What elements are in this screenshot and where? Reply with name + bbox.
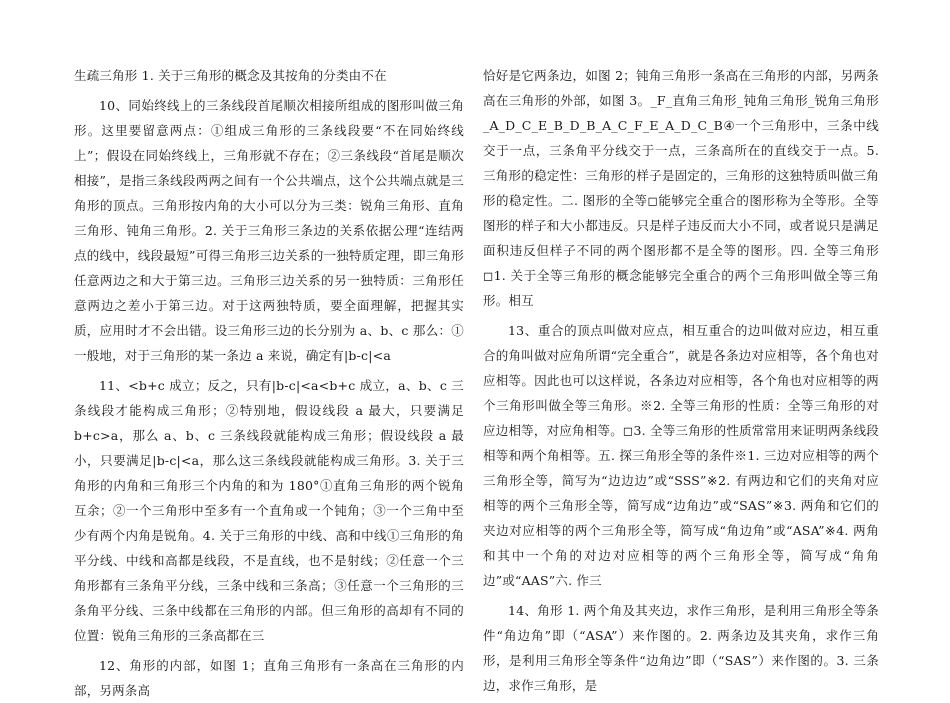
paragraph-12: 12、角形的内部，如图 1；直角三角形有一条高在三角形的内部，另两条高 <box>74 658 464 698</box>
paragraph-intro: 生疏三角形 1. 关于三角形的概念及其按角的分类由不在 <box>74 68 387 83</box>
paragraph-10: 10、同始终线上的三条线段首尾顺次相接所组成的图形叫做三角形。这里要留意两点：①组成三角形的三条线段要“不在同始终线上”；假设在同始终线上，三角形就不存在；②三条线段“首尾是顺次相接”，是指三条线段两两之间有一个公共端点，这个公共端点就是三角形的顶点。三角形按内角的大小可以分为三类：锐角三角形、直角三角形、钝角三角形。2. 关于三角形三条边的关系依据公理“连结两点的线中，线段最短”可得三角形三边关系的一独特质定理，即三角形任意两边之和大于第三边。三角形三边关系的另一独特质：三角形任意两边之差小于第三边。对于这两独特质，要全面理解，把握其实质，应用时才不会出错。设三角形三边的长分别为 a、b、c 那么：①一般地，对于三角形的某一条边 a 来说，确定有|b-c|<a <box>74 98 464 363</box>
paragraph-14: 14、角形 1. 两个角及其夹边，求作三角形，是利用三角形全等条件“角边角”即（“ASA”）来作图的。2. 两条边及其夹角，求作三角形，是利用三角形全等条件“边角边”即（“SAS”）来作图的。3. 三条边，求作三角形，是 <box>483 603 879 693</box>
paragraph-continued: 恰好是它两条边，如图 2；钝角三角形一条高在三角形的内部，另两条高在三角形的外部，如图 3。_F_直角三角形_钝角三角形_锐角三角形_A_D_C_E_B_D_B_A_C_F_E_A_D_C_B④一个三角形中，三条中线交于一点，三条角平分线交于一点，三条高所在的直线交于一点。5. 三角形的稳定性：三角形的样子是固定的，三角形的这独特质叫做三角形的稳定性。二. 图形的全等◻能够完全重合的图形称为全等形。全等图形的样子和大小都违反。只是样子违反而大小不同，或者说只是满足面积违反但样子不同的两个图形都不是全等的图形。四. 全等三角形◻1. 关于全等三角形的概念能够完全重合的两个三角形叫做全等三角形。相互 <box>483 68 879 308</box>
left-column <box>74 63 464 703</box>
paragraph-13: 13、重合的顶点叫做对应点，相互重合的边叫做对应边，相互重合的角叫做对应角所谓“完全重合”，就是各条边对应相等，各个角也对应相等。因此也可以这样说，各条边对应相等，各个角也对应相等的两个三角形叫做全等三角形。※2. 全等三角形的性质：全等三角形的对应边相等，对应角相等。◻3. 全等三角形的性质常常用来证明两条线段相等和两个角相等。五. 探三角形全等的条件※1. 三边对应相等的两个三角形全等，简写为“边边边”或“SSS”※2. 有两边和它们的夹角对应相等的两个三角形全等，简写成“边角边”或“SAS”※3. 两角和它们的夹边对应相等的两个三角形全等，简写成“角边角”或“ASA”※4. 两角和其中一个角的对边对应相等的两个三角形全等，简写成“角角边”或“AAS”六. 作三 <box>483 323 879 588</box>
paragraph-11: 11、<b+c 成立；反之，只有|b-c|<a<b+c 成立，a、b、c 三条线段才能构成三角形；②特别地，假设线段 a 最大，只要满足 b+c>a，那么 a、b、c 三条线段就能构成三角形；假设线段 a 最小，只要满足|b-c|<a，那么这三条线段就能构成三角形。3. 关于三角形的内角和三角形三个内角的和为 180°①直角三角形的两个锐角互余；②一个三角形中至多有一个直角或一个钝角；③一个三角中至少有两个内角是锐角。4. 关于三角形的中线、高和中线①三角形的角平分线、中线和高都是线段，不是直线，也不是射线；②任意一个三角形都有三条角平分线，三条中线和三条高；③任意一个三角形的三条角平分线、三条中线都在三角形的内部。但三角形的高却有不同的位置：锐角三角形的三条高都在三 <box>74 378 464 643</box>
right-column <box>483 63 879 698</box>
